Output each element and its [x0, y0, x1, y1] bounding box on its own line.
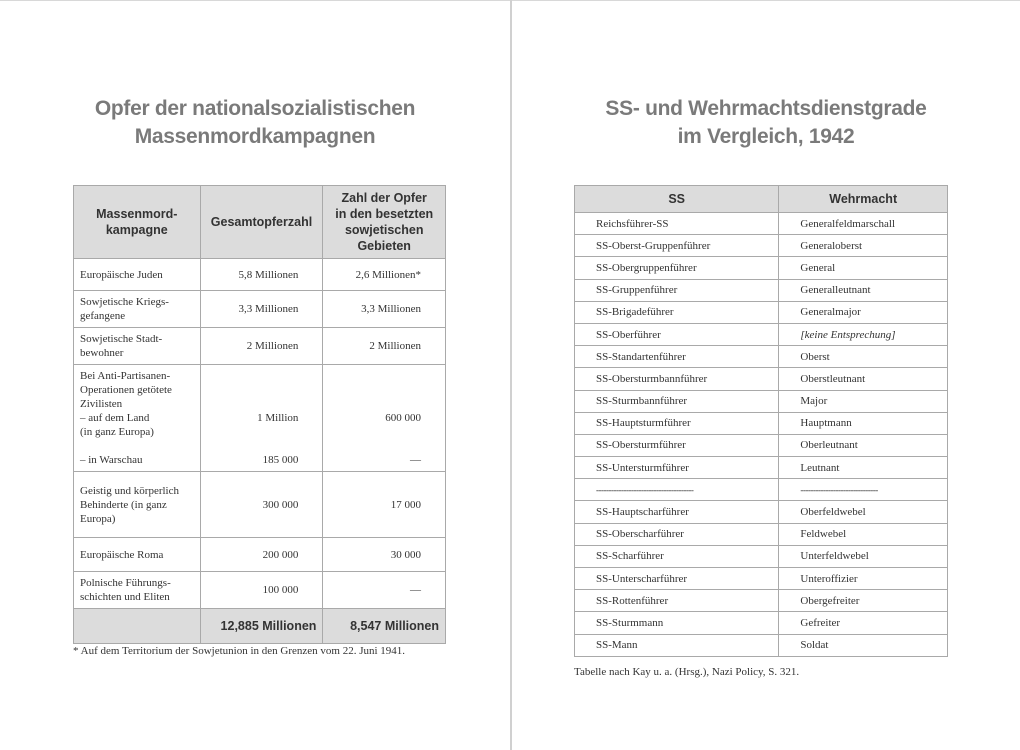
page-title [0, 95, 510, 151]
table-row [575, 213, 948, 235]
campaign-sub-label: – in Warschau [80, 454, 143, 466]
soviet-cell: 2 Millionen [323, 328, 446, 365]
table-header-row [575, 186, 948, 213]
total-cell: 3,3 Millionen [200, 291, 323, 328]
ss-rank: SS-Standartenführer [575, 346, 779, 368]
table-row [575, 457, 948, 479]
table-row [575, 501, 948, 523]
table-row [575, 590, 948, 612]
right-page [512, 0, 1020, 750]
wehrmacht-rank: Hauptmann [779, 412, 948, 434]
wehrmacht-rank: Gefreiter [779, 612, 948, 634]
victims-table [73, 185, 446, 644]
table-row [575, 568, 948, 590]
wehrmacht-rank: Generalfeldmarschall [779, 213, 948, 235]
total-cell: 200 000 [200, 538, 323, 572]
ss-rank: SS-Sturmmann [575, 612, 779, 634]
campaign-cell [74, 365, 201, 472]
ss-rank: SS-Rottenführer [575, 590, 779, 612]
header-total: Gesamtopferzahl [200, 186, 323, 259]
soviet-cell: — [323, 572, 446, 609]
wehrmacht-rank: Unteroffizier [779, 568, 948, 590]
header-campaign: Massenmord- kampagne [74, 186, 201, 259]
wehrmacht-rank: Feldwebel [779, 523, 948, 545]
soviet-cell: 3,3 Millionen [323, 291, 446, 328]
ss-rank: SS-Oberscharführer [575, 523, 779, 545]
wehrmacht-rank: [keine Entsprechung] [779, 323, 948, 345]
wehrmacht-rank: Oberleutnant [779, 434, 948, 456]
soviet-cell: 30 000 [323, 538, 446, 572]
ss-rank: SS-Obersturmbannführer [575, 368, 779, 390]
total-cell: 100 000 [200, 572, 323, 609]
title-line-2: Massenmordkampagnen [134, 125, 376, 148]
ranks-table [574, 185, 948, 657]
table-row [74, 259, 446, 291]
header-soviet: Zahl der Opfer in den besetzten sowjetischen Gebieten [323, 186, 446, 259]
table-row [575, 634, 948, 656]
title-line-1: Opfer der nationalsozialistischen [94, 97, 416, 120]
table-row [575, 390, 948, 412]
ss-rank: SS-Scharführer [575, 545, 779, 567]
total-cell [200, 365, 323, 472]
page-title [512, 95, 1020, 151]
table-row [74, 328, 446, 365]
wehrmacht-rank: Soldat [779, 634, 948, 656]
separator-dashes: --------------------------------------- [575, 479, 779, 501]
ss-rank: SS-Oberst-Gruppenführer [575, 235, 779, 257]
wehrmacht-rank: Unterfeldwebel [779, 545, 948, 567]
wehrmacht-rank: Oberfeldwebel [779, 501, 948, 523]
grand-total-cell: 12,885 Millionen [200, 609, 323, 644]
separator-dashes: ------------------------------- [779, 479, 948, 501]
header-ss: SS [575, 186, 779, 213]
wehrmacht-rank: Oberstleutnant [779, 368, 948, 390]
sub-soviet-2: — [410, 454, 421, 466]
ss-rank: SS-Brigadeführer [575, 301, 779, 323]
ss-rank: SS-Sturmbannführer [575, 390, 779, 412]
ss-rank: SS-Mann [575, 634, 779, 656]
wehrmacht-rank: Obergefreiter [779, 590, 948, 612]
campaign-cell: Europäische Roma [74, 538, 201, 572]
ss-rank: SS-Hauptscharführer [575, 501, 779, 523]
campaign-label: Bei Anti-Partisanen- Operationen getötete Zivilisten – auf dem Land (in ganz Europa) [80, 370, 172, 438]
table-row [575, 523, 948, 545]
totals-row [74, 609, 446, 644]
sub-soviet-1: 600 000 [385, 412, 421, 424]
soviet-total-cell: 8,547 Millionen [323, 609, 446, 644]
table-row [74, 291, 446, 328]
table-row [74, 572, 446, 609]
table-row [575, 235, 948, 257]
total-cell: 300 000 [200, 472, 323, 538]
wehrmacht-rank: Generalmajor [779, 301, 948, 323]
wehrmacht-rank: Leutnant [779, 457, 948, 479]
table-row [74, 472, 446, 538]
table-row [575, 412, 948, 434]
campaign-cell: Sowjetische Kriegs- gefangene [74, 291, 201, 328]
table-row [575, 346, 948, 368]
wehrmacht-rank: Oberst [779, 346, 948, 368]
sub-total-2: 185 000 [262, 454, 299, 466]
ss-rank: SS-Unterscharführer [575, 568, 779, 590]
campaign-cell: Europäische Juden [74, 259, 201, 291]
campaign-cell: Polnische Führungs- schichten und Eliten [74, 572, 201, 609]
header-wehrmacht: Wehrmacht [779, 186, 948, 213]
campaign-cell: Geistig und körperlich Behinderte (in ganz Europa) [74, 472, 201, 538]
campaign-cell: Sowjetische Stadt- bewohner [74, 328, 201, 365]
title-line-2: im Vergleich, 1942 [677, 125, 855, 148]
ss-rank: SS-Obergruppenführer [575, 257, 779, 279]
soviet-cell: 2,6 Millionen* [323, 259, 446, 291]
table-row [575, 279, 948, 301]
table-row [575, 612, 948, 634]
ss-rank: SS-Hauptsturmführer [575, 412, 779, 434]
ss-rank: SS-Gruppenführer [575, 279, 779, 301]
table-row [575, 257, 948, 279]
table-row [575, 434, 948, 456]
title-line-1: SS- und Wehrmachtsdienstgrade [605, 97, 927, 120]
table-row [74, 538, 446, 572]
footnote: * Auf dem Territorium der Sowjetunion in den Grenzen vom 22. Juni 1941. [73, 645, 406, 657]
table-row [575, 545, 948, 567]
table-row [575, 301, 948, 323]
separator-row [575, 479, 948, 501]
ss-rank: SS-Oberführer [575, 323, 779, 345]
soviet-cell [323, 365, 446, 472]
table-row [575, 323, 948, 345]
total-cell: 2 Millionen [200, 328, 323, 365]
ss-rank: SS-Untersturmführer [575, 457, 779, 479]
sub-total-1: 1 Million [257, 412, 299, 424]
total-cell: 5,8 Millionen [200, 259, 323, 291]
soviet-cell: 17 000 [323, 472, 446, 538]
wehrmacht-rank: Generalleutnant [779, 279, 948, 301]
source-note: Tabelle nach Kay u. a. (Hrsg.), Nazi Policy, S. 321. [574, 666, 800, 678]
wehrmacht-rank: General [779, 257, 948, 279]
ss-rank: Reichsführer-SS [575, 213, 779, 235]
totals-label-cell [74, 609, 201, 644]
table-header-row [74, 186, 446, 259]
table-row [74, 365, 446, 472]
wehrmacht-rank: Generaloberst [779, 235, 948, 257]
wehrmacht-rank: Major [779, 390, 948, 412]
ss-rank: SS-Obersturmführer [575, 434, 779, 456]
table-row [575, 368, 948, 390]
